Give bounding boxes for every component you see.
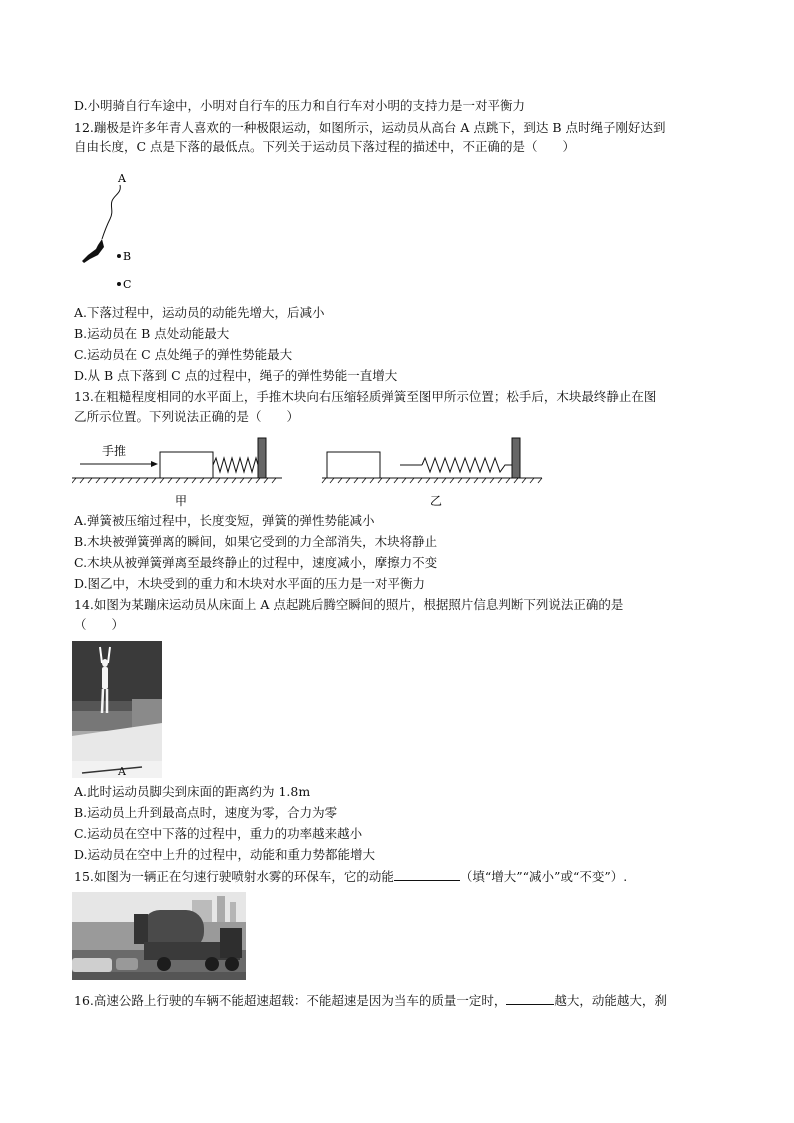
q15-stem [74, 868, 627, 885]
q14-option-b: B.运动员上升到最高点时，速度为零，合力为零 [74, 805, 338, 820]
q13-option-b: B.木块被弹簧弹离的瞬间，如果它受到的力全部消失，木块将静止 [74, 534, 438, 549]
q16-answer-blank[interactable] [506, 992, 554, 1005]
ground-hatch-jia [72, 478, 276, 483]
ground-hatch-yi [322, 478, 542, 483]
wall-jia [258, 438, 266, 478]
trampoline-label-a: A [118, 765, 126, 778]
q14-option-a: A.此时运动员脚尖到床面的距离约为 1.8m [74, 784, 311, 799]
bungee-rope [102, 185, 120, 239]
trampoline-photo [72, 641, 162, 778]
q16-stem [74, 992, 667, 1009]
q13-stem-line1: 13.在粗糙程度相同的水平面上，手推木块向右压缩轻质弹簧至图甲所示位置；松手后，木块最终静止在图 [74, 389, 657, 404]
q13-stem-line2: 乙所示位置。下列说法正确的是（ ） [74, 409, 300, 424]
bungee-label-c: C [123, 278, 132, 291]
q15-stem-after: （填“增大”“减小”或“不变”）. [459, 869, 628, 884]
wall-yi [512, 438, 520, 478]
q14-stem-line2: （ ） [74, 617, 125, 632]
q16-stem-after: 越大，动能越大，刹 [554, 993, 667, 1008]
q11-option-d: D.小明骑自行车途中，小明对自行车的压力和自行车对小明的支持力是一对平衡力 [74, 98, 526, 113]
point-b [117, 254, 121, 258]
block-yi [327, 452, 380, 478]
q15-stem-before: 15.如图为一辆正在匀速行驶喷射水雾的环保车，它的动能 [74, 869, 394, 884]
q12-option-b: B.运动员在 B 点处动能最大 [74, 326, 230, 341]
q13-option-d: D.图乙中，木块受到的重力和木块对水平面的压力是一对平衡力 [74, 576, 426, 591]
spring-figure [72, 432, 547, 510]
q12-option-c: C.运动员在 C 点处绳子的弹性势能最大 [74, 347, 293, 362]
q12-option-d: D.从 B 点下落到 C 点的过程中，绳子的弹性势能一直增大 [74, 368, 398, 383]
q13-option-c: C.木块从被弹簧弹离至最终静止的过程中，速度减小，摩擦力不变 [74, 555, 438, 570]
q13-option-a: A.弹簧被压缩过程中，长度变短，弹簧的弹性势能减小 [74, 513, 375, 528]
spring-compressed [213, 458, 258, 472]
spring-relaxed [422, 458, 512, 472]
q14-option-d: D.运动员在空中上升的过程中，动能和重力势都能增大 [74, 847, 376, 862]
q16-stem-before: 16.高速公路上行驶的车辆不能超速超载：不能超速是因为当车的质量一定时， [74, 993, 507, 1008]
bungee-figure [74, 165, 164, 295]
q12-stem-line1: 12.蹦极是许多年青人喜欢的一种极限运动，如图所示，运动员从高台 A 点跳下，到达 B 点时绳子刚好达到 [74, 120, 666, 135]
q14-option-c: C.运动员在空中下落的过程中，重力的功率越来越小 [74, 826, 363, 841]
caption-yi: 乙 [430, 494, 443, 508]
jumper-silhouette [82, 239, 104, 263]
q12-option-a: A.下落过程中，运动员的动能先增大，后减小 [74, 305, 325, 320]
q14-stem-line1: 14.如图为某蹦床运动员从床面上 A 点起跳后腾空瞬间的照片，根据照片信息判断下列说法正确的是 [74, 597, 624, 612]
bungee-label-a: A [118, 172, 126, 185]
q15-answer-blank[interactable] [394, 868, 460, 881]
push-label: 手推 [102, 444, 127, 458]
block-jia [160, 452, 213, 478]
spray-truck-photo [72, 892, 246, 980]
bungee-label-b: B [123, 250, 132, 263]
push-arrowhead [151, 461, 158, 467]
point-c [117, 282, 121, 286]
caption-jia: 甲 [175, 494, 188, 508]
q12-stem-line2: 自由长度，C 点是下落的最低点。下列关于运动员下落过程的描述中，不正确的是（ ） [74, 139, 576, 154]
